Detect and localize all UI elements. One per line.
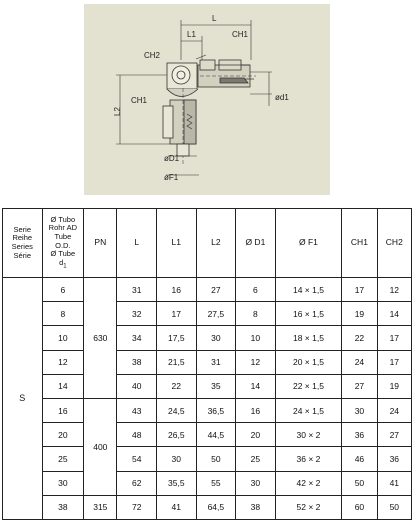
cell-ch2: 17: [377, 326, 411, 350]
cell-d1: 6: [236, 278, 276, 302]
cell-ch1: 60: [342, 495, 377, 519]
header-series: [3, 209, 43, 278]
pn-cell: 400: [84, 398, 117, 495]
cell-tube: 10: [42, 326, 84, 350]
dim-ch1-side-label: CH1: [131, 96, 148, 105]
cell-f1: 36 × 2: [275, 447, 342, 471]
header-l2: L2: [196, 209, 236, 278]
cell-f1: 22 × 1,5: [275, 374, 342, 398]
cell-l: 43: [117, 398, 157, 422]
header-ch2: CH2: [377, 209, 411, 278]
cell-l1: 24,5: [157, 398, 197, 422]
cell-l: 48: [117, 423, 157, 447]
cell-l: 62: [117, 471, 157, 495]
cell-f1: 52 × 2: [275, 495, 342, 519]
cell-d1: 20: [236, 423, 276, 447]
cell-ch1: 46: [342, 447, 377, 471]
header-series-line: Série: [13, 250, 32, 260]
header-tube-symbol: $d_1$: [59, 257, 67, 270]
ch2-circle: [172, 66, 190, 84]
dim-l2-label: L2: [113, 107, 122, 116]
cell-l: 38: [117, 350, 157, 374]
table-row: [3, 326, 412, 350]
cell-tube: 6: [42, 278, 84, 302]
cell-l2: 35: [196, 374, 236, 398]
cell-l: 31: [117, 278, 157, 302]
dim-ch2-label: CH2: [144, 51, 161, 60]
header-tube-line: O.D.: [55, 240, 71, 250]
cell-tube: 8: [42, 302, 84, 326]
table-row: [3, 423, 412, 447]
cell-l2: 64,5: [196, 495, 236, 519]
cell-ch2: 41: [377, 471, 411, 495]
pn-cell: 315: [84, 495, 117, 519]
cell-f1: 30 × 2: [275, 423, 342, 447]
dim-d1-side-label: ød1: [275, 93, 289, 102]
dim-l1-label: L1: [187, 30, 196, 39]
cell-ch2: 14: [377, 302, 411, 326]
header-pn: PN: [84, 209, 117, 278]
header-tube-line: Ø Tube: [50, 249, 76, 259]
cell-l2: 50: [196, 447, 236, 471]
cell-l2: 31: [196, 350, 236, 374]
dim-d1-bottom-label: øD1: [164, 154, 180, 163]
header-f1: Ø F1: [275, 209, 342, 278]
elbow-fitting-drawing: [84, 4, 330, 195]
cell-d1: 25: [236, 447, 276, 471]
table-row: [3, 374, 412, 398]
series-cell: S: [3, 278, 43, 520]
cell-tube: 38: [42, 495, 84, 519]
header-tube: [42, 209, 84, 278]
cell-ch1: 19: [342, 302, 377, 326]
cell-d1: 38: [236, 495, 276, 519]
cell-l1: 17: [157, 302, 197, 326]
cell-l1: 35,5: [157, 471, 197, 495]
dim-ch1-top-label: CH1: [232, 30, 249, 39]
cell-ch2: 17: [377, 350, 411, 374]
cell-d1: 8: [236, 302, 276, 326]
cell-d1: 16: [236, 398, 276, 422]
header-tube-line: Ø Tubo: [50, 214, 76, 224]
cell-ch2: 12: [377, 278, 411, 302]
cell-ch1: 27: [342, 374, 377, 398]
cell-d1: 10: [236, 326, 276, 350]
header-row: [3, 209, 412, 278]
cell-f1: 42 × 2: [275, 471, 342, 495]
ch1-top-hex: [200, 60, 215, 70]
cell-ch2: 27: [377, 423, 411, 447]
cell-l2: 36,5: [196, 398, 236, 422]
cell-l1: 17,5: [157, 326, 197, 350]
header-l: L: [117, 209, 157, 278]
cell-d1: 12: [236, 350, 276, 374]
cell-f1: 24 × 1,5: [275, 398, 342, 422]
cell-d1: 14: [236, 374, 276, 398]
header-series-line: Serie: [13, 224, 32, 234]
cell-l: 32: [117, 302, 157, 326]
header-ch1: CH1: [342, 209, 377, 278]
cell-l2: 27: [196, 278, 236, 302]
cell-f1: 14 × 1,5: [275, 278, 342, 302]
cell-l: 34: [117, 326, 157, 350]
cell-ch1: 50: [342, 471, 377, 495]
cell-tube: 20: [42, 423, 84, 447]
ch1-side-hex: [163, 106, 173, 138]
cell-l1: 21,5: [157, 350, 197, 374]
cell-l1: 22: [157, 374, 197, 398]
cell-ch1: 24: [342, 350, 377, 374]
cell-l: 72: [117, 495, 157, 519]
cell-l2: 30: [196, 326, 236, 350]
table-row: [3, 471, 412, 495]
cell-ch1: 36: [342, 423, 377, 447]
cell-ch1: 17: [342, 278, 377, 302]
cell-d1: 30: [236, 471, 276, 495]
cell-f1: 18 × 1,5: [275, 326, 342, 350]
cell-ch1: 30: [342, 398, 377, 422]
cell-l1: 30: [157, 447, 197, 471]
cell-ch2: 24: [377, 398, 411, 422]
table-row: [3, 398, 412, 422]
cell-f1: 20 × 1,5: [275, 350, 342, 374]
spec-table: [2, 208, 412, 520]
header-tube-line: Rohr AD: [48, 223, 78, 233]
cell-l1: 16: [157, 278, 197, 302]
cell-l: 54: [117, 447, 157, 471]
cell-l: 40: [117, 374, 157, 398]
cell-ch2: 19: [377, 374, 411, 398]
cell-ch2: 36: [377, 447, 411, 471]
dim-l-label: L: [212, 14, 217, 23]
cell-tube: 14: [42, 374, 84, 398]
cell-tube: 30: [42, 471, 84, 495]
cell-tube: 25: [42, 447, 84, 471]
cell-tube: 16: [42, 398, 84, 422]
header-tube-line: Tube: [54, 231, 72, 241]
header-d1: Ø D1: [236, 209, 276, 278]
cell-l1: 26,5: [157, 423, 197, 447]
table-row: [3, 278, 412, 302]
technical-drawing: [84, 4, 330, 195]
dim-f1-label: øF1: [164, 173, 179, 182]
cell-l2: 44,5: [196, 423, 236, 447]
cell-ch1: 22: [342, 326, 377, 350]
header-series-line: Series: [11, 242, 33, 251]
cell-l1: 41: [157, 495, 197, 519]
cell-l2: 27,5: [196, 302, 236, 326]
table-row: [3, 447, 412, 471]
cell-ch2: 50: [377, 495, 411, 519]
pn-cell: 630: [84, 278, 117, 399]
cell-l2: 55: [196, 471, 236, 495]
cell-tube: 12: [42, 350, 84, 374]
table-row: [3, 302, 412, 326]
thread-section: [220, 78, 248, 83]
cell-f1: 16 × 1,5: [275, 302, 342, 326]
table-row: [3, 350, 412, 374]
header-l1: L1: [157, 209, 197, 278]
header-series-line: Reihe: [12, 233, 33, 243]
